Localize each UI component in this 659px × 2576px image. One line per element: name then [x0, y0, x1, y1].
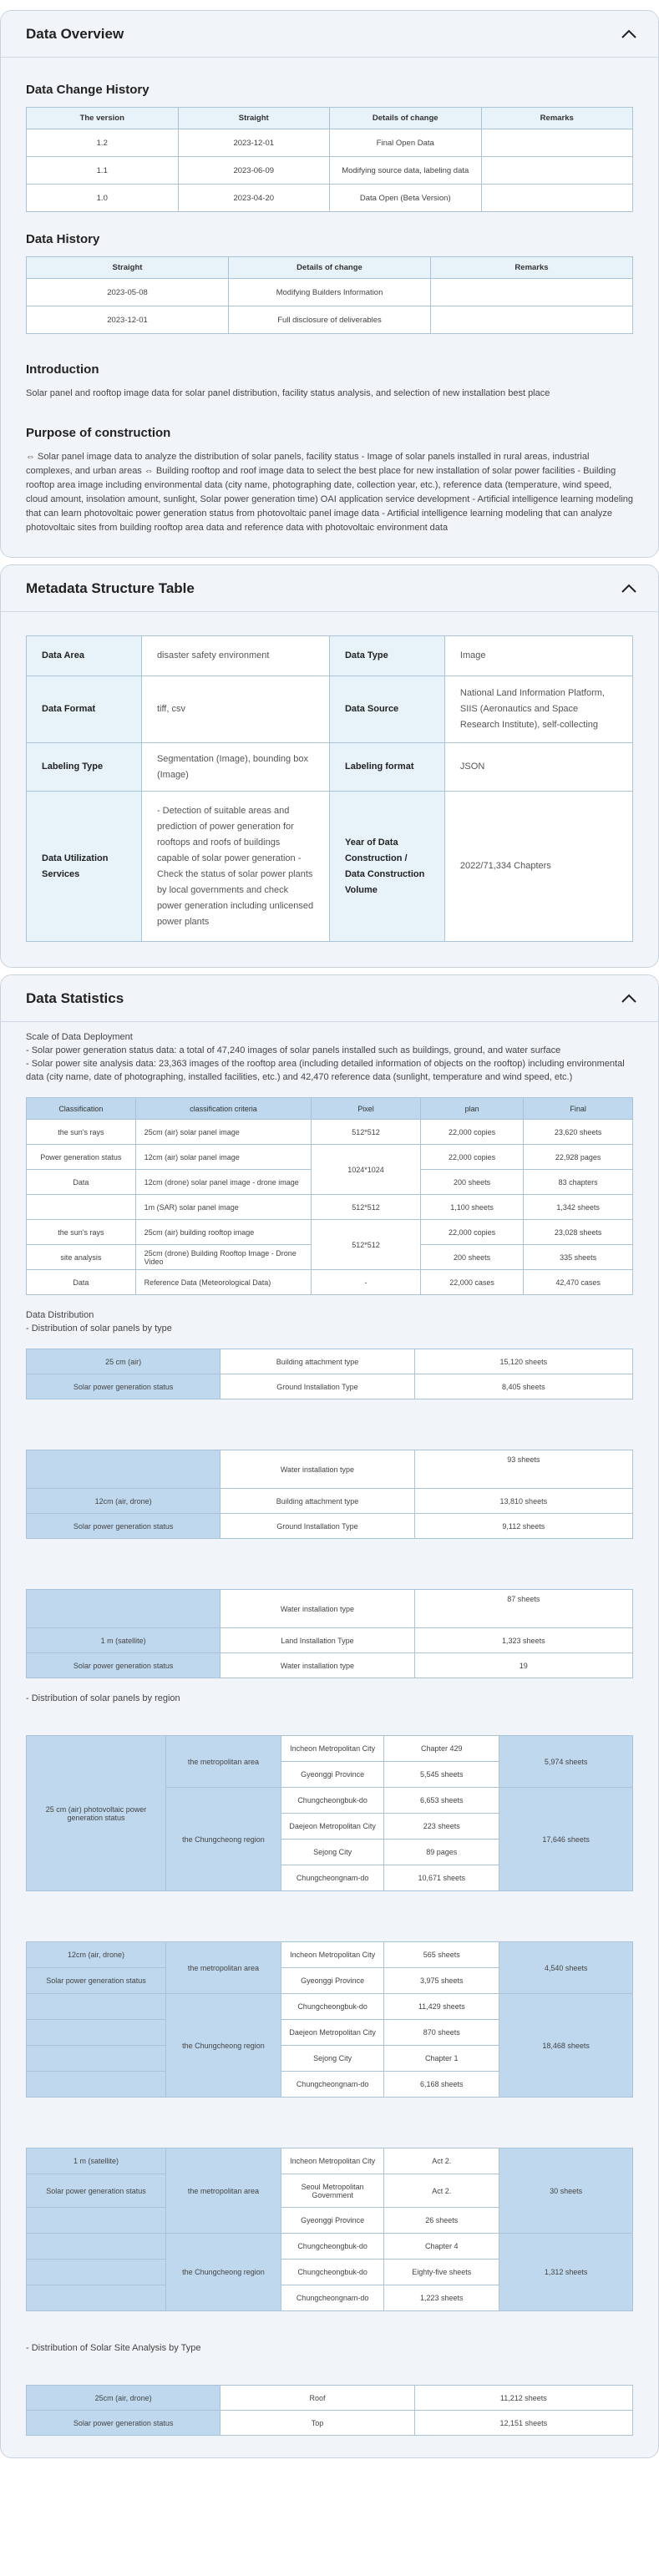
- table-cell: Solar power generation status: [27, 2411, 221, 2436]
- table-cell: Solar power generation status: [27, 1968, 166, 1994]
- statistics-panel: [0, 974, 659, 2458]
- table-cell: 2023-04-20: [178, 185, 330, 212]
- meta-key: Labeling Type: [27, 743, 142, 792]
- table-cell: Water installation type: [221, 1590, 414, 1628]
- table-cell: Roof: [221, 2386, 414, 2411]
- table-cell: Solar power generation status: [27, 1653, 221, 1678]
- table-cell: Reference Data (Meteorological Data): [135, 1270, 312, 1295]
- table-cell: Building attachment type: [221, 1489, 414, 1514]
- table-row: [27, 306, 633, 334]
- table-cell: [431, 306, 633, 334]
- table-cell: 1.0: [27, 185, 179, 212]
- statistics-title: Data Statistics: [26, 989, 124, 1006]
- table-cell: 1024*1024: [312, 1145, 421, 1195]
- table-header: Straight: [27, 257, 229, 279]
- table-cell: Final Open Data: [330, 129, 482, 157]
- table-cell: [27, 1590, 221, 1628]
- table-row: [27, 1120, 633, 1145]
- meta-value: disaster safety environment: [141, 636, 329, 676]
- table-header: plan: [420, 1098, 523, 1120]
- table-cell: 12cm (air, drone): [27, 1489, 221, 1514]
- table-cell: 19: [414, 1653, 632, 1678]
- meta-value: National Land Information Platform, SIIS (Aeronautics and Space Research Institute), self-collecting: [444, 676, 632, 743]
- table-cell: Incheon Metropolitan City: [281, 1736, 383, 1762]
- table-header: classification criteria: [135, 1098, 312, 1120]
- table-cell: 30 sheets: [499, 2148, 633, 2234]
- change-history-table: [26, 107, 633, 212]
- table-cell: Gyeonggi Province: [281, 1762, 383, 1788]
- table-cell: Daejeon Metropolitan City: [281, 2020, 383, 2046]
- table-cell: 200 sheets: [420, 1245, 523, 1270]
- table-row: [27, 1590, 633, 1628]
- meta-key: Data Utilization Services: [27, 792, 142, 942]
- type-table: [26, 1589, 633, 1678]
- table-cell: 1m (SAR) solar panel image: [135, 1195, 312, 1220]
- table-cell: 565 sheets: [384, 1942, 499, 1968]
- table-cell: Chungcheongbuk-do: [281, 2260, 383, 2285]
- table-cell: 1 m (satellite): [27, 2148, 166, 2174]
- table-cell: Act 2.: [384, 2148, 499, 2174]
- table-cell: [27, 1195, 136, 1220]
- meta-value: - Detection of suitable areas and prediction of power generation for rooftops and roofs of buildings capable of solar power generation - Check the status of solar power plants by local governments and check power generation including unlicensed power plants: [141, 792, 329, 942]
- table-cell: 12,151 sheets: [414, 2411, 632, 2436]
- table-cell: Incheon Metropolitan City: [281, 2148, 383, 2174]
- table-cell: Building attachment type: [221, 1349, 414, 1374]
- table-row: [27, 676, 633, 743]
- table-cell: 25 cm (air) photovoltaic power generation status: [27, 1736, 166, 1891]
- collapse-chevron-up-icon[interactable]: [620, 989, 638, 1008]
- table-row: [27, 1514, 633, 1539]
- table-cell: 42,470 cases: [524, 1270, 633, 1295]
- table-cell: [27, 2046, 166, 2072]
- table-cell: Eighty-five sheets: [384, 2260, 499, 2285]
- table-cell: the metropolitan area: [165, 1942, 281, 1994]
- table-cell: [27, 1994, 166, 2020]
- table-cell: Power generation status: [27, 1145, 136, 1170]
- table-cell: 512*512: [312, 1195, 421, 1220]
- table-cell: [27, 2285, 166, 2311]
- table-cell: 2023-06-09: [178, 157, 330, 185]
- table-cell: 93 sheets: [414, 1450, 632, 1489]
- table-cell: 22,000 cases: [420, 1270, 523, 1295]
- table-cell: [27, 2020, 166, 2046]
- table-cell: 89 pages: [384, 1840, 499, 1865]
- table-cell: Solar power generation status: [27, 1374, 221, 1399]
- table-row: [27, 2234, 633, 2260]
- table-row: [27, 636, 633, 676]
- table-row: [27, 1349, 633, 1374]
- region-table: [26, 1735, 633, 1891]
- table-header: Remarks: [481, 108, 633, 129]
- table-cell: Land Installation Type: [221, 1628, 414, 1653]
- purpose-heading: Purpose of construction: [26, 426, 171, 440]
- table-row: [27, 1270, 633, 1295]
- table-row: [27, 792, 633, 942]
- table-cell: [27, 2234, 166, 2260]
- table-cell: 5,974 sheets: [499, 1736, 633, 1788]
- table-cell: 1.1: [27, 157, 179, 185]
- table-cell: 200 sheets: [420, 1170, 523, 1195]
- table-cell: 335 sheets: [524, 1245, 633, 1270]
- table-cell: Chungcheongnam-do: [281, 2072, 383, 2098]
- table-cell: Modifying source data, labeling data: [330, 157, 482, 185]
- table-cell: 9,112 sheets: [414, 1514, 632, 1539]
- meta-key: Data Type: [329, 636, 444, 676]
- table-cell: the Chungcheong region: [165, 1788, 281, 1891]
- table-row: [27, 1628, 633, 1653]
- table-cell: 25cm (air) solar panel image: [135, 1120, 312, 1145]
- table-cell: 1.2: [27, 129, 179, 157]
- table-cell: [481, 157, 633, 185]
- table-cell: 5,545 sheets: [384, 1762, 499, 1788]
- table-cell: 22,000 copies: [420, 1145, 523, 1170]
- table-cell: Full disclosure of deliverables: [229, 306, 431, 334]
- table-cell: 1,342 sheets: [524, 1195, 633, 1220]
- table-row: [27, 1653, 633, 1678]
- table-cell: 13,810 sheets: [414, 1489, 632, 1514]
- scale-table: [26, 1097, 633, 1295]
- table-cell: the sun's rays: [27, 1120, 136, 1145]
- table-header: Classification: [27, 1098, 136, 1120]
- table-cell: 870 sheets: [384, 2020, 499, 2046]
- region-table: [26, 2148, 633, 2311]
- table-header: The version: [27, 108, 179, 129]
- table-cell: 83 chapters: [524, 1170, 633, 1195]
- collapse-chevron-up-icon[interactable]: [620, 25, 638, 43]
- region-table: [26, 1941, 633, 2098]
- table-cell: Chungcheongbuk-do: [281, 1788, 383, 1814]
- meta-key: Data Source: [329, 676, 444, 743]
- scale-line: - Solar power site analysis data: 23,363 images of the rooftop area (including detailed information of objects on the rooftop) including environmental data (city name, date of photographing, installed facilities, etc.) and 42,470 reference data (sunlight, temperature and wind speed, etc.): [26, 1059, 625, 1082]
- table-cell: [27, 1450, 221, 1489]
- table-cell: Incheon Metropolitan City: [281, 1942, 383, 1968]
- table-cell: Chapter 429: [384, 1736, 499, 1762]
- table-cell: Chapter 4: [384, 2234, 499, 2260]
- site-heading: - Distribution of Solar Site Analysis by Type: [26, 2343, 201, 2353]
- distribution-heading: Data Distribution: [26, 1310, 94, 1320]
- table-cell: [481, 185, 633, 212]
- table-cell: 223 sheets: [384, 1814, 499, 1840]
- table-cell: Chungcheongbuk-do: [281, 2234, 383, 2260]
- table-row: [27, 1374, 633, 1399]
- introduction-text: Solar panel and rooftop image data for solar panel distribution, facility status analysis, and selection of new installation best place: [26, 388, 550, 398]
- table-row: [27, 1736, 633, 1762]
- table-header: Details of change: [229, 257, 431, 279]
- purpose-text: ⇔ Solar panel image data to analyze the distribution of solar panels, facility status - Image of solar panels installed in rural areas, industrial complexes, and urban areas ⇔ Building rooftop and roof image data to select the best place for new installation of solar power facilities - Building rooftop area image including environmental data (city name, photographing date, collection year, etc.), reference data (temperature, wind speed, cloud amount, insolation amount, sunlight, Solar power generation time) OAI application service development - Artificial intelligence learning modeling that can learn photovoltaic power generation status from photovoltaic panel image data - Artificial intelligence learning modeling that can analyze photovoltaic sites from building rooftop area data and reference data with photovoltaic environment data: [26, 452, 634, 533]
- table-header: Final: [524, 1098, 633, 1120]
- table-cell: Solar power generation status: [27, 2174, 166, 2208]
- by-type-heading: - Distribution of solar panels by type: [26, 1323, 172, 1334]
- table-row: [27, 1942, 633, 1968]
- meta-key: Data Format: [27, 676, 142, 743]
- table-cell: 11,429 sheets: [384, 1994, 499, 2020]
- table-row: [27, 2148, 633, 2174]
- table-cell: 22,000 copies: [420, 1120, 523, 1145]
- table-cell: 26 sheets: [384, 2208, 499, 2234]
- table-cell: the Chungcheong region: [165, 2234, 281, 2311]
- table-cell: 3,975 sheets: [384, 1968, 499, 1994]
- table-cell: 23,028 sheets: [524, 1220, 633, 1245]
- table-header: Pixel: [312, 1098, 421, 1120]
- table-cell: 23,620 sheets: [524, 1120, 633, 1145]
- meta-value: 2022/71,334 Chapters: [444, 792, 632, 942]
- table-cell: Chapter 1: [384, 2046, 499, 2072]
- table-cell: site analysis: [27, 1245, 136, 1270]
- table-cell: 12cm (drone) solar panel image - drone image: [135, 1170, 312, 1195]
- scale-heading: Scale of Data Deployment: [26, 1032, 133, 1042]
- table-cell: 22,928 pages: [524, 1145, 633, 1170]
- data-overview-panel: [0, 10, 659, 558]
- table-cell: Gyeonggi Province: [281, 1968, 383, 1994]
- data-history-table: [26, 256, 633, 334]
- meta-value: Segmentation (Image), bounding box (Image): [141, 743, 329, 792]
- table-cell: Top: [221, 2411, 414, 2436]
- table-cell: 2023-12-01: [27, 306, 229, 334]
- table-row: [27, 279, 633, 306]
- table-cell: the metropolitan area: [165, 1736, 281, 1788]
- site-table: [26, 2385, 633, 2436]
- table-row: [27, 185, 633, 212]
- table-row: [27, 2411, 633, 2436]
- metadata-panel: [0, 564, 659, 968]
- meta-key: Data Area: [27, 636, 142, 676]
- table-cell: 22,000 copies: [420, 1220, 523, 1245]
- table-cell: 8,405 sheets: [414, 1374, 632, 1399]
- table-cell: the metropolitan area: [165, 2148, 281, 2234]
- table-cell: Ground Installation Type: [221, 1374, 414, 1399]
- table-cell: [27, 2208, 166, 2234]
- meta-key: Year of Data Construction / Data Construction Volume: [329, 792, 444, 942]
- table-cell: 6,653 sheets: [384, 1788, 499, 1814]
- data-overview-title: Data Overview: [26, 25, 124, 42]
- table-cell: the sun's rays: [27, 1220, 136, 1245]
- table-cell: Chungcheongnam-do: [281, 1865, 383, 1891]
- table-cell: 6,168 sheets: [384, 2072, 499, 2098]
- table-cell: 1,223 sheets: [384, 2285, 499, 2311]
- table-cell: 1 m (satellite): [27, 1628, 221, 1653]
- table-cell: Sejong City: [281, 1840, 383, 1865]
- table-cell: Data Open (Beta Version): [330, 185, 482, 212]
- metadata-title: Metadata Structure Table: [26, 579, 195, 596]
- type-table: [26, 1450, 633, 1539]
- table-cell: Gyeonggi Province: [281, 2208, 383, 2234]
- table-header: Details of change: [330, 108, 482, 129]
- table-row: [27, 2386, 633, 2411]
- table-cell: [27, 2260, 166, 2285]
- by-region-heading: - Distribution of solar panels by region: [26, 1693, 180, 1703]
- table-cell: Modifying Builders Information: [229, 279, 431, 306]
- table-row: [27, 1220, 633, 1245]
- table-row: [27, 1450, 633, 1489]
- table-cell: 2023-12-01: [178, 129, 330, 157]
- table-cell: 25cm (air, drone): [27, 2386, 221, 2411]
- table-cell: [481, 129, 633, 157]
- table-cell: 12cm (air, drone): [27, 1942, 166, 1968]
- statistics-header[interactable]: [1, 975, 658, 1022]
- table-row: [27, 1994, 633, 2020]
- table-cell: Sejong City: [281, 2046, 383, 2072]
- table-cell: Chungcheongnam-do: [281, 2285, 383, 2311]
- table-cell: Data: [27, 1170, 136, 1195]
- change-history-heading: Data Change History: [26, 83, 150, 97]
- table-cell: 1,312 sheets: [499, 2234, 633, 2311]
- table-cell: the Chungcheong region: [165, 1994, 281, 2098]
- table-cell: [27, 2072, 166, 2098]
- meta-value: Image: [444, 636, 632, 676]
- metadata-header[interactable]: [1, 565, 658, 612]
- table-header: Straight: [178, 108, 330, 129]
- data-overview-header[interactable]: [1, 11, 658, 58]
- meta-value: JSON: [444, 743, 632, 792]
- table-cell: 1,100 sheets: [420, 1195, 523, 1220]
- metadata-table: [26, 635, 633, 942]
- table-row: [27, 1145, 633, 1170]
- table-cell: Seoul Metropolitan Government: [281, 2174, 383, 2208]
- table-cell: 25cm (drone) Building Rooftop Image - Drone Video: [135, 1245, 312, 1270]
- collapse-chevron-up-icon[interactable]: [620, 579, 638, 598]
- table-cell: Water installation type: [221, 1653, 414, 1678]
- table-row: [27, 1195, 633, 1220]
- table-cell: 11,212 sheets: [414, 2386, 632, 2411]
- introduction-heading: Introduction: [26, 362, 99, 377]
- table-cell: 10,671 sheets: [384, 1865, 499, 1891]
- table-cell: Solar power generation status: [27, 1514, 221, 1539]
- table-row: [27, 129, 633, 157]
- table-cell: 18,468 sheets: [499, 1994, 633, 2098]
- table-cell: -: [312, 1270, 421, 1295]
- table-cell: 1,323 sheets: [414, 1628, 632, 1653]
- table-cell: 87 sheets: [414, 1590, 632, 1628]
- table-cell: Data: [27, 1270, 136, 1295]
- type-table: [26, 1349, 633, 1399]
- table-cell: 12cm (air) solar panel image: [135, 1145, 312, 1170]
- table-cell: Ground Installation Type: [221, 1514, 414, 1539]
- table-cell: Act 2.: [384, 2174, 499, 2208]
- table-cell: Water installation type: [221, 1450, 414, 1489]
- table-cell: Daejeon Metropolitan City: [281, 1814, 383, 1840]
- table-row: [27, 1489, 633, 1514]
- data-history-heading: Data History: [26, 232, 100, 246]
- table-cell: [431, 279, 633, 306]
- table-row: [27, 743, 633, 792]
- table-cell: 512*512: [312, 1120, 421, 1145]
- table-header: Remarks: [431, 257, 633, 279]
- table-cell: 2023-05-08: [27, 279, 229, 306]
- table-row: [27, 157, 633, 185]
- scale-line: - Solar power generation status data: a total of 47,240 images of solar panels installed such as buildings, ground, and water surface: [26, 1045, 561, 1055]
- table-cell: 512*512: [312, 1220, 421, 1270]
- meta-value: tiff, csv: [141, 676, 329, 743]
- table-cell: Chungcheongbuk-do: [281, 1994, 383, 2020]
- table-cell: 15,120 sheets: [414, 1349, 632, 1374]
- table-cell: 25cm (air) building rooftop image: [135, 1220, 312, 1245]
- table-cell: 4,540 sheets: [499, 1942, 633, 1994]
- meta-key: Labeling format: [329, 743, 444, 792]
- table-cell: 17,646 sheets: [499, 1788, 633, 1891]
- table-cell: 25 cm (air): [27, 1349, 221, 1374]
